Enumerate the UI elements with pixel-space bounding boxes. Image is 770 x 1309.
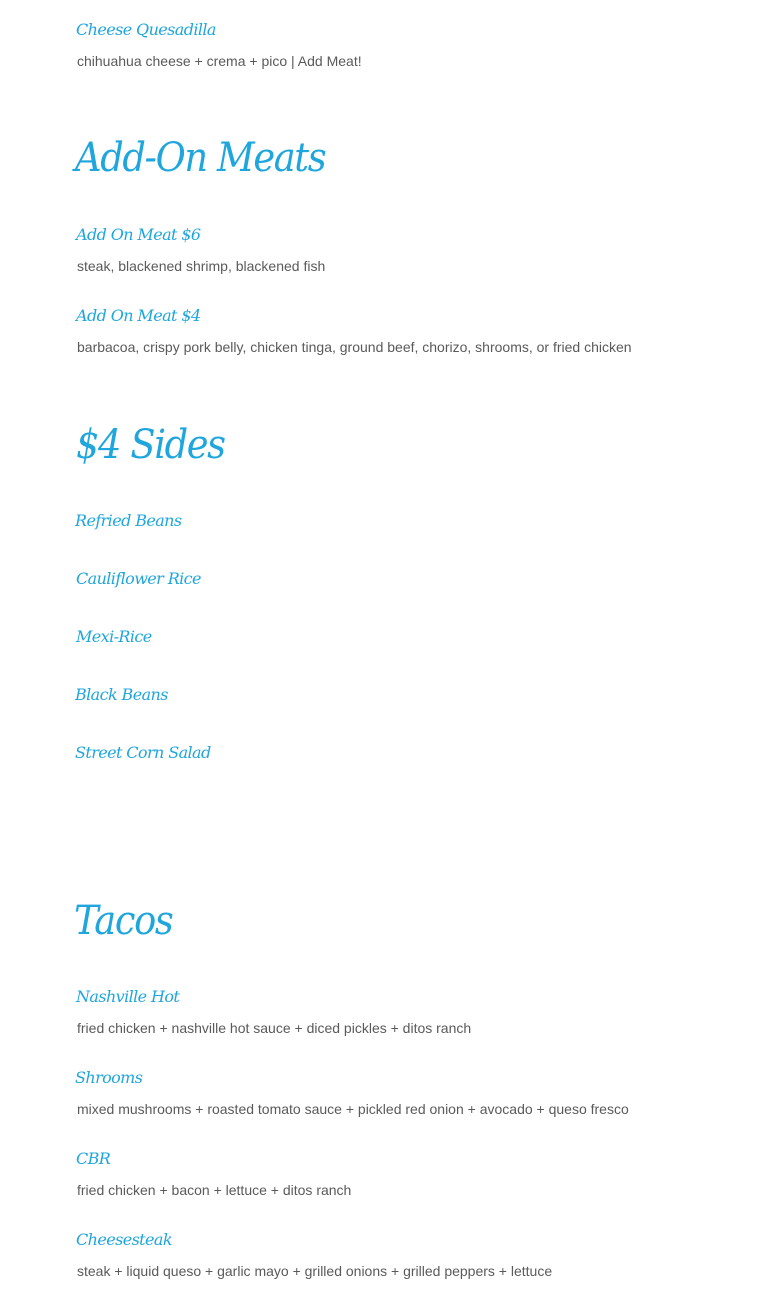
menu-item-description: steak, blackened shrimp, blackened fish [77, 258, 326, 274]
menu-item-name: Shrooms [75, 1068, 143, 1087]
section-heading-tacos: Tacos [74, 898, 173, 944]
menu-item-name: CBR [76, 1149, 111, 1168]
menu-item-description: steak + liquid queso + garlic mayo + grilled onions + grilled peppers + lettuce [77, 1263, 553, 1279]
menu-item-description: fried chicken + nashville hot sauce + diced pickles + ditos ranch [77, 1020, 472, 1036]
side-item-name: Refried Beans [75, 511, 182, 530]
menu-item-name: Cheesesteak [76, 1230, 172, 1249]
section-heading-add-on-meats: Add-On Meats [75, 135, 326, 181]
menu-item-description: chihuahua cheese + crema + pico | Add Meat! [77, 53, 362, 69]
menu-item-name: Cheese Quesadilla [76, 20, 216, 39]
menu-item-name: Add On Meat $6 [76, 225, 201, 244]
menu-item-name: Add On Meat $4 [76, 306, 201, 325]
side-item-name: Black Beans [75, 685, 168, 704]
side-item-name: Street Corn Salad [75, 743, 211, 762]
menu-item-description: barbacoa, crispy pork belly, chicken tinga, ground beef, chorizo, shrooms, or fried chicken [77, 339, 632, 355]
side-item-name: Cauliflower Rice [76, 569, 201, 588]
menu-item-name: Nashville Hot [76, 987, 180, 1006]
section-heading-sides: $4 Sides [76, 422, 225, 468]
menu-item-description: mixed mushrooms + roasted tomato sauce + pickled red onion + avocado + queso fresco [77, 1101, 629, 1117]
side-item-name: Mexi-Rice [76, 627, 152, 646]
menu-item-description: fried chicken + bacon + lettuce + ditos ranch [77, 1182, 352, 1198]
